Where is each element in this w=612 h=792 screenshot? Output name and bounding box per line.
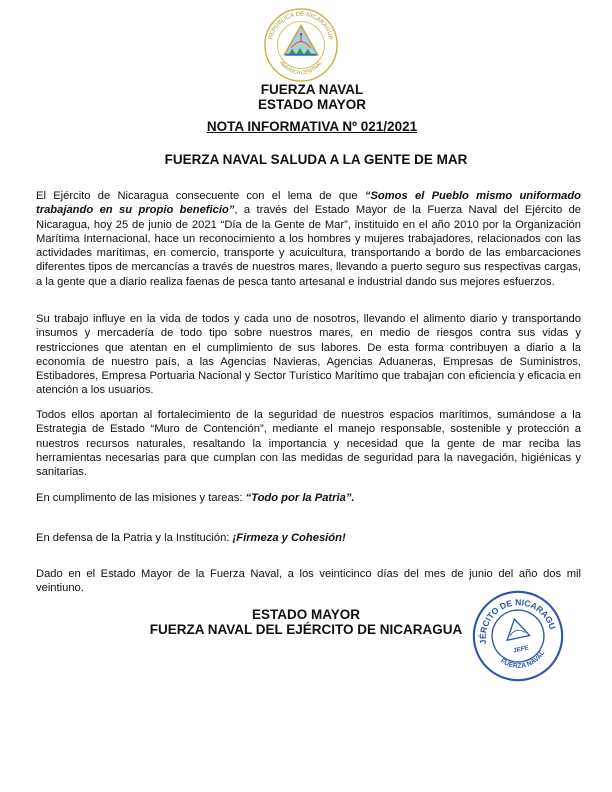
svg-text:AMERICA CENTRAL: AMERICA CENTRAL xyxy=(277,60,325,77)
paragraph-5-text: En defensa de la Patria y la Institución: xyxy=(36,532,233,544)
paragraph-5-motto: ¡Firmeza y Cohesión! xyxy=(232,532,346,544)
paragraph-3: Todos ellos aportan al fortalecimiento de la seguridad de nuestros espacios marítimos, sumándose a la Estrategia de Estado “Muro de Contención”, mediante el manejo responsable, sostenible y protección a nuestros recursos naturales, resaltando la importancia y necesidad que la gente de mar reciba las herramientas necesarias para que cumplan con las medidas de seguridad para la navegación, higiénicas y sanitarias. xyxy=(36,409,581,479)
official-stamp-icon xyxy=(470,588,566,684)
nota-informativa-number: NOTA INFORMATIVA Nº 021/2021 xyxy=(206,119,418,134)
paragraph-6: Dado en el Estado Mayor de la Fuerza Naval, a los veinticinco días del mes de junio del año dos mil veintiuno. xyxy=(36,568,581,595)
svg-text:EJÉRCITO DE NICARAGUA: EJÉRCITO DE NICARAGUA xyxy=(477,597,558,646)
signature-line-2: FUERZA NAVAL DEL EJÉRCITO DE NICARAGUA xyxy=(149,622,463,637)
paragraph-1-quote: “Somos el Pueblo mismo uniformado trabajando en su propio beneficio” xyxy=(36,190,581,217)
signature-line-1: ESTADO MAYOR xyxy=(251,607,360,622)
svg-text:REPÚBLICA DE NICARAGUA: REPÚBLICA DE NICARAGUA xyxy=(268,11,334,41)
paragraph-4 xyxy=(36,491,581,505)
paragraph-4-text: En cumplimento de las misiones y tareas: xyxy=(36,492,246,504)
header-estado-mayor: ESTADO MAYOR xyxy=(257,97,366,112)
paragraph-5 xyxy=(36,531,581,545)
paragraph-1 xyxy=(36,189,581,289)
paragraph-4-motto: “Todo por la Patria”. xyxy=(245,492,355,504)
paragraph-1-text-b: , a través del Estado Mayor de la Fuerza Naval del Ejército de Nicaragua, hoy 25 de junio de 2021 “Día de la Gente de Mar”, instituido en el año 2010 por la Organización Marítima Internacional, hace un reconocimiento a los hombres y mujeres trabajadores, relacionados con las actividades marítimas, en comercio, transporte y acuicultura, transportando a bordo de las embarcaciones diferentes tipos de mercancías a través de nuestros mares, llevando a puerto seguro sus respectivas cargas, a la gente que a diario realiza faenas de pesca tanto artesanal e industrial dando sus mejores esfuerzos. xyxy=(36,204,582,288)
header-fuerza-naval: FUERZA NAVAL xyxy=(260,82,364,97)
svg-text:JEFE: JEFE xyxy=(512,644,530,655)
nicaragua-coat-of-arms-icon xyxy=(262,6,340,84)
svg-text:FUERZA NAVAL: FUERZA NAVAL xyxy=(499,649,547,670)
paragraph-2: Su trabajo influye en la vida de todos y cada uno de nosotros, llevando el alimento diario y transportando insumos y mercadería de todo tipo sobre nuestros mares, en medio de riesgos contra sus vidas y restricciones que atentan en el cumplimiento de sus labores. De esta forma contribuyen a diario a la economía de nuestro país, a las Agencias Navieras, Agencias Aduaneras, Empresas de Suministros, Estibadores, Empresa Portuaria Nacional y Sector Turístico Marítimo que trabajan con eficiencia y eficacia en atención a los usuarios. xyxy=(36,313,581,397)
document-title: FUERZA NAVAL SALUDA A LA GENTE DE MAR xyxy=(164,152,468,167)
paragraph-1-text-a: El Ejército de Nicaragua consecuente con el lema de que xyxy=(36,190,365,202)
